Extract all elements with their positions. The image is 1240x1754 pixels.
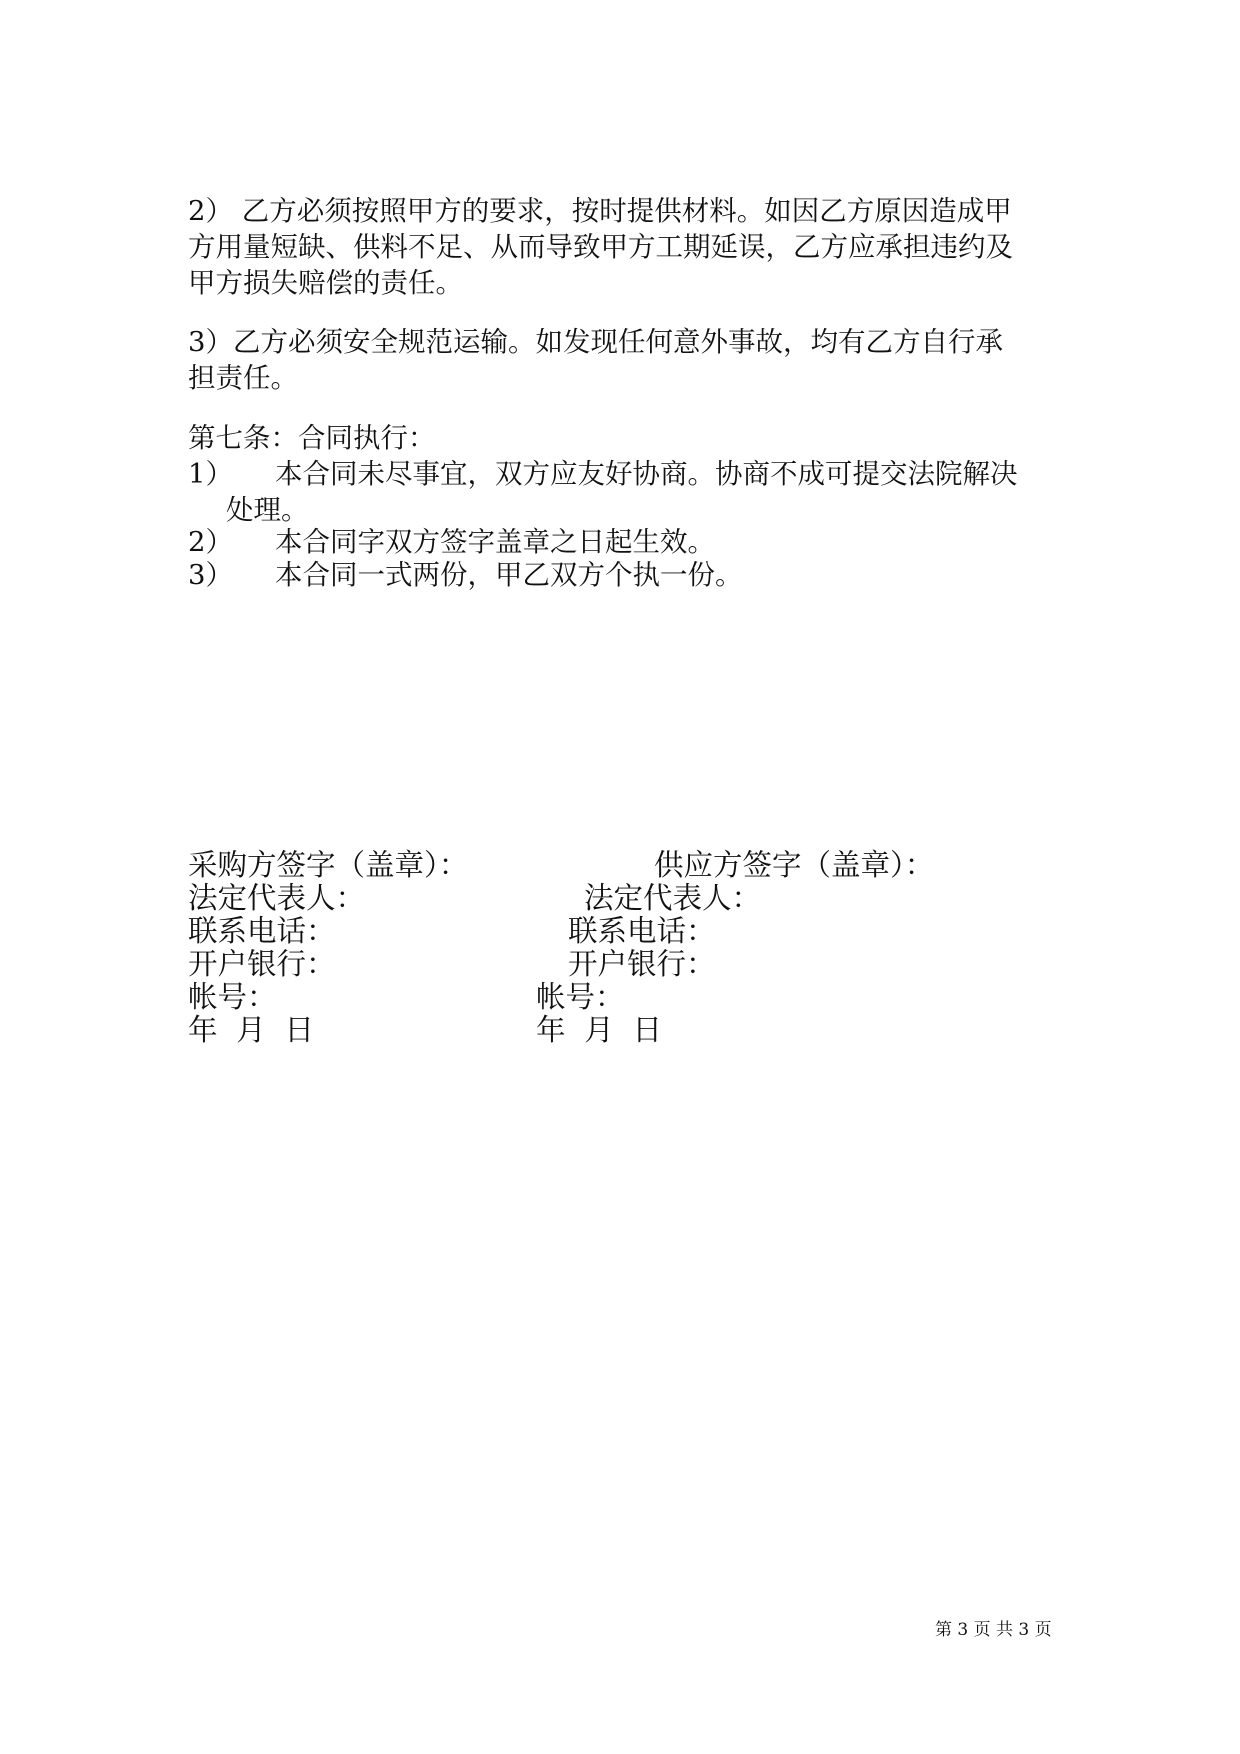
item-text: 本合同字双方签字盖章之日起生效。: [275, 526, 715, 558]
supplier-date-label: 年 月 日: [536, 1013, 663, 1047]
purchaser-account-label: 帐号：: [188, 980, 277, 1014]
purchaser-date-label: 年 月 日: [188, 1013, 315, 1047]
purchaser-legal-rep-label: 法定代表人：: [188, 881, 366, 915]
item-number: 3）: [188, 559, 233, 591]
supplier-signature-label: 供应方签字（盖章）：: [654, 848, 935, 882]
clause-3-line-1: 3）乙方必须安全规范运输。如发现任何意外事故，均有乙方自行承: [188, 326, 1003, 358]
supplier-bank-label: 开户银行：: [568, 947, 716, 981]
item-text: 本合同一式两份，甲乙双方个执一份。: [275, 559, 743, 591]
purchaser-bank-label: 开户银行：: [188, 947, 336, 981]
item-number: 2）: [188, 526, 233, 558]
purchaser-phone-label: 联系电话：: [188, 914, 336, 948]
clause-2: [188, 193, 1058, 301]
clause-2-line-3: 甲方损失赔偿的责任。: [188, 267, 463, 299]
page-number-footer: 第 3 页 共 3 页: [935, 1620, 1052, 1640]
article-7-heading: 第七条：合同执行：: [188, 422, 436, 454]
clause-2-line-1: 2） 乙方必须按照甲方的要求，按时提供材料。如因乙方原因造成甲: [188, 195, 1012, 227]
item-text: 本合同未尽事宜，双方应友好协商。协商不成可提交法院解决: [275, 458, 1018, 490]
item-text-continuation: 处理。: [226, 494, 309, 526]
supplier-account-label: 帐号：: [536, 980, 625, 1014]
clause-2-line-2: 方用量短缺、供料不足、从而导致甲方工期延误，乙方应承担违约及: [188, 231, 1013, 263]
clause-3: [188, 324, 1058, 396]
item-number: 1）: [188, 458, 233, 490]
supplier-phone-label: 联系电话：: [568, 914, 716, 948]
clause-3-line-2: 担责任。: [188, 362, 298, 394]
purchaser-signature-label: 采购方签字（盖章）：: [188, 848, 469, 882]
supplier-legal-rep-label: 法定代表人：: [584, 881, 762, 915]
